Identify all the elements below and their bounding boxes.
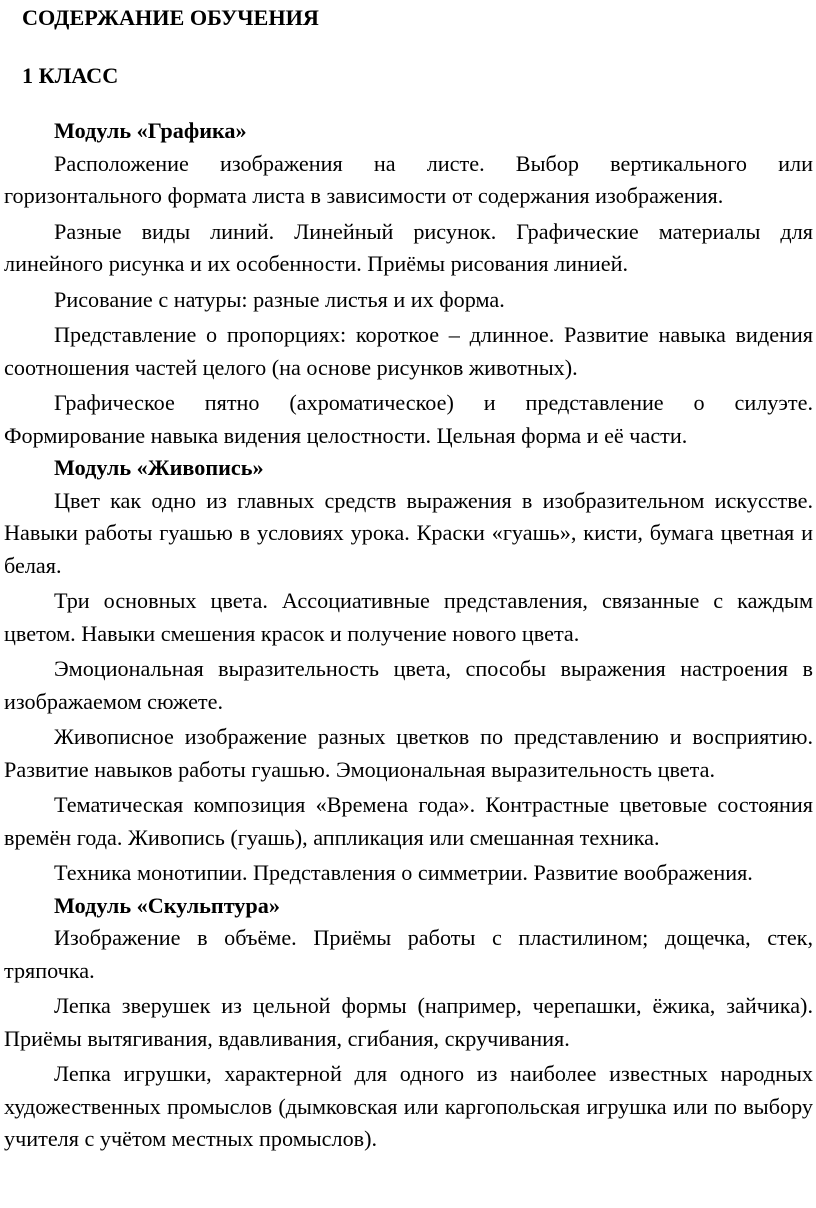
paragraph: Тематическая композиция «Времена года». Контрастные цветовые состояния времён года. Живопись (гуашь), аппликация или смешанная техника.: [4, 792, 813, 850]
paragraph: Графическое пятно (ахроматическое) и представление о силуэте. Формирование навыка видения целостности. Цельная форма и её части.: [4, 390, 813, 448]
paragraph: Лепка зверушек из цельной формы (например, черепашки, ёжика, зайчика). Приёмы вытягивания, вдавливания, сгибания, скручивания.: [4, 993, 813, 1051]
module-heading: Модуль «Скульптура»: [54, 892, 280, 918]
paragraph: Разные виды линий. Линейный рисунок. Графические материалы для линейного рисунка и их особенности. Приёмы рисования линией.: [4, 218, 813, 276]
module-graphics: [4, 115, 813, 452]
paragraph: Рисование с натуры: разные листья и их форма.: [54, 286, 505, 312]
document-content: [4, 115, 813, 1156]
paragraph: Расположение изображения на листе. Выбор вертикального или горизонтального формата листа в зависимости от содержания изображения.: [4, 150, 813, 208]
module-painting: [4, 452, 813, 890]
class-heading: 1 КЛАСС: [22, 63, 119, 88]
paragraph: Три основных цвета. Ассоциативные представления, связанные с каждым цветом. Навыки смешения красок и получение нового цвета.: [4, 588, 813, 646]
document-title: СОДЕРЖАНИЕ ОБУЧЕНИЯ: [22, 5, 319, 30]
paragraph: Лепка игрушки, характерной для одного из наиболее известных народных художественных промыслов (дымковская или каргопольская игрушка или по выбору учителя с учётом местных промыслов).: [4, 1061, 813, 1151]
paragraph: Цвет как одно из главных средств выражения в изобразительном искусстве. Навыки работы гуашью в условиях урока. Краски «гуашь», кисти, бумага цветная и белая.: [4, 487, 813, 578]
paragraph: Техника монотипии. Представления о симметрии. Развитие воображения.: [54, 860, 753, 885]
module-sculpture: [4, 890, 813, 1156]
paragraph: Изображение в объёме. Приёмы работы с пластилином; дощечка, стек, тряпочка.: [4, 925, 813, 983]
paragraph: Эмоциональная выразительность цвета, способы выражения настроения в изображаемом сюжете.: [4, 656, 813, 714]
paragraph: Живописное изображение разных цветков по представлению и восприятию. Развитие навыков работы гуашью. Эмоциональная выразительность цвета.: [4, 724, 813, 782]
module-heading: Модуль «Графика»: [54, 118, 247, 143]
paragraph: Представление о пропорциях: короткое – длинное. Развитие навыка видения соотношения частей целого (на основе рисунков животных).: [4, 322, 813, 380]
module-heading: Модуль «Живопись»: [54, 455, 264, 480]
